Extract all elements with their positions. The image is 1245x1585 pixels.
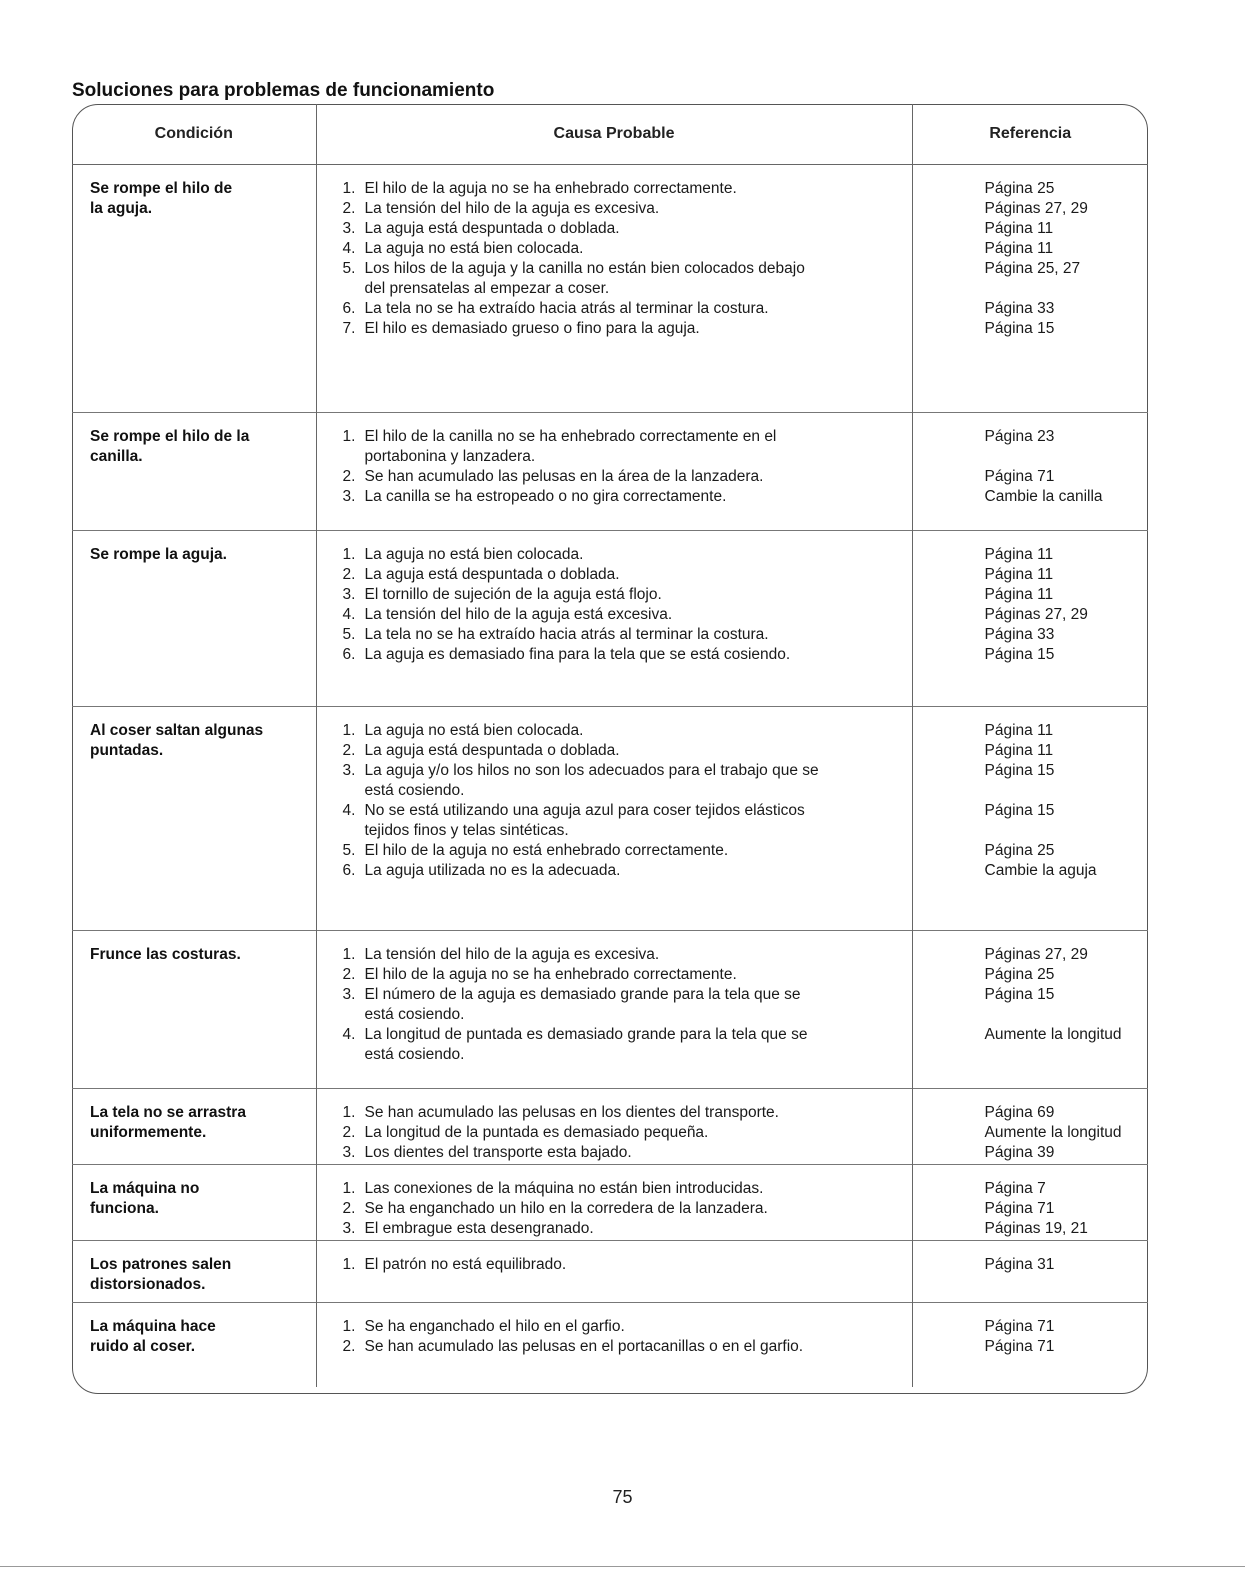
table-row [72, 1089, 1148, 1165]
table-row [72, 931, 1148, 1089]
column-header-reference: Referencia [912, 104, 1148, 165]
condition-text: distorsionados. [90, 1276, 206, 1293]
cause-line [343, 219, 902, 239]
cause-text: Se ha enganchado el hilo en el garfio. [364, 1318, 625, 1335]
reference-text: Página 31 [984, 1256, 1055, 1273]
reference-text: Página 71 [984, 1338, 1055, 1355]
cause-cell [316, 1241, 912, 1303]
condition-text: puntadas. [90, 742, 164, 759]
cause-line [343, 645, 902, 665]
cause-line [343, 179, 902, 199]
reference-cell [912, 1303, 1148, 1387]
cause-line [343, 467, 902, 487]
cause-number: 1. [342, 428, 356, 445]
reference-text: Página 15 [984, 762, 1055, 779]
condition-text: canilla. [90, 448, 143, 465]
cause-line [343, 1025, 902, 1045]
cause-line [343, 781, 902, 801]
cause-cell [316, 165, 912, 413]
condition-cell [72, 413, 316, 531]
condition-text: La tela no se arrastra [90, 1104, 246, 1121]
cause-number: 4. [342, 802, 356, 819]
cause-text: La tensión del hilo de la aguja es excesiva. [364, 200, 660, 217]
cause-number: 2. [342, 742, 356, 759]
cause-line [343, 1317, 902, 1337]
cause-number: 1. [342, 180, 356, 197]
cause-line [343, 279, 902, 299]
reference-cell [912, 707, 1148, 931]
cause-number: 5. [342, 842, 356, 859]
reference-text: Página 71 [984, 1318, 1055, 1335]
reference-text [985, 781, 1145, 801]
reference-text: Página 69 [984, 1104, 1055, 1121]
cause-text: La aguja no está bien colocada. [364, 546, 584, 563]
column-header-condition: Condición [72, 104, 316, 165]
reference-text: Páginas 27, 29 [984, 200, 1088, 217]
cause-cell [316, 531, 912, 707]
cause-text: El hilo de la aguja no se ha enhebrado correctamente. [364, 180, 737, 197]
reference-text: Página 23 [984, 428, 1055, 445]
cause-line [343, 945, 902, 965]
condition-text: Se rompe la aguja. [90, 546, 227, 563]
condition-text: La máquina hace [90, 1318, 216, 1335]
cause-line [343, 447, 902, 467]
reference-text [985, 1005, 1145, 1025]
reference-text: Aumente la longitud [984, 1026, 1122, 1043]
cause-line [343, 199, 902, 219]
cause-cell [316, 1303, 912, 1387]
cause-line [343, 1199, 902, 1219]
cause-line [343, 741, 902, 761]
reference-text: Páginas 19, 21 [984, 1220, 1088, 1237]
condition-text: Al coser saltan algunas [90, 722, 264, 739]
cause-line [343, 319, 902, 339]
reference-text: Página 33 [984, 626, 1055, 643]
reference-cell [912, 1241, 1148, 1303]
cause-text: El patrón no está equilibrado. [364, 1256, 567, 1273]
reference-text: Página 15 [984, 802, 1055, 819]
cause-text: La aguja es demasiado fina para la tela que se está cosiendo. [364, 646, 791, 663]
cause-line [343, 1255, 902, 1275]
cause-line [343, 985, 902, 1005]
reference-cell [912, 1165, 1148, 1241]
cause-number: 1. [342, 1256, 356, 1273]
cause-line [343, 861, 902, 881]
cause-text: Se han acumulado las pelusas en los dientes del transporte. [364, 1104, 779, 1121]
cause-text: La aguja utilizada no es la adecuada. [364, 862, 621, 879]
reference-cell [912, 165, 1148, 413]
cause-text: está cosiendo. [364, 782, 465, 799]
cause-line [343, 1143, 902, 1163]
reference-cell [912, 531, 1148, 707]
table-row [72, 1241, 1148, 1303]
condition-cell [72, 165, 316, 413]
condition-text: funciona. [90, 1200, 159, 1217]
reference-text: Página 71 [984, 1200, 1055, 1217]
cause-number: 2. [342, 200, 356, 217]
cause-number: 4. [342, 606, 356, 623]
cause-number: 2. [342, 566, 356, 583]
cause-number: 3. [342, 986, 356, 1003]
cause-line [343, 625, 902, 645]
reference-text: Páginas 27, 29 [984, 606, 1088, 623]
cause-text: Los dientes del transporte esta bajado. [364, 1144, 632, 1161]
cause-text: El número de la aguja es demasiado grande para la tela que se [364, 986, 801, 1003]
reference-text [985, 447, 1145, 467]
cause-line [343, 965, 902, 985]
cause-line [343, 1045, 902, 1065]
cause-line [343, 585, 902, 605]
cause-number: 6. [342, 646, 356, 663]
reference-text [985, 821, 1145, 841]
cause-text: El hilo es demasiado grueso o fino para la aguja. [364, 320, 700, 337]
reference-text: Página 15 [984, 320, 1055, 337]
reference-text: Página 11 [984, 240, 1054, 257]
cause-number: 3. [342, 586, 356, 603]
reference-text [985, 279, 1145, 299]
reference-text: Página 11 [984, 566, 1054, 583]
cause-line [343, 239, 902, 259]
cause-text: Se han acumulado las pelusas en la área de la lanzadera. [364, 468, 764, 485]
cause-number: 2. [342, 1200, 356, 1217]
cause-text: La aguja está despuntada o doblada. [364, 742, 620, 759]
reference-cell [912, 931, 1148, 1089]
cause-text: La tensión del hilo de la aguja es excesiva. [364, 946, 660, 963]
cause-cell [316, 413, 912, 531]
troubleshooting-table [72, 104, 1148, 1387]
page-number: 75 [612, 1487, 633, 1507]
reference-text: Página 25 [984, 842, 1055, 859]
table-row [72, 531, 1148, 707]
condition-cell [72, 707, 316, 931]
reference-text [985, 1045, 1145, 1065]
cause-text: La aguja no está bien colocada. [364, 240, 584, 257]
reference-text: Aumente la longitud [984, 1124, 1122, 1141]
cause-line [343, 801, 902, 821]
reference-text: Página 7 [984, 1180, 1046, 1197]
cause-line [343, 427, 902, 447]
cause-text: Los hilos de la aguja y la canilla no están bien colocados debajo [364, 260, 805, 277]
condition-cell [72, 1241, 316, 1303]
cause-text: La tensión del hilo de la aguja está excesiva. [364, 606, 673, 623]
cause-text: El embrague esta desengranado. [364, 1220, 594, 1237]
table-row [72, 1165, 1148, 1241]
cause-number: 1. [342, 946, 356, 963]
reference-text: Página 11 [984, 742, 1054, 759]
reference-text: Página 15 [984, 646, 1055, 663]
cause-text: está cosiendo. [364, 1046, 465, 1063]
cause-text: del prensatelas al empezar a coser. [364, 280, 610, 297]
reference-text: Página 39 [984, 1144, 1055, 1161]
cause-text: La aguja no está bien colocada. [364, 722, 584, 739]
condition-cell [72, 931, 316, 1089]
cause-text: La tela no se ha extraído hacia atrás al terminar la costura. [364, 626, 769, 643]
cause-line [343, 841, 902, 861]
reference-cell [912, 1089, 1148, 1165]
cause-number: 2. [342, 468, 356, 485]
cause-number: 2. [342, 1338, 356, 1355]
cause-line [343, 1179, 902, 1199]
cause-text: El tornillo de sujeción de la aguja está flojo. [364, 586, 662, 603]
condition-cell [72, 531, 316, 707]
reference-text: Página 33 [984, 300, 1055, 317]
cause-text: La aguja está despuntada o doblada. [364, 220, 620, 237]
reference-text: Página 25 [984, 966, 1055, 983]
reference-text: Página 11 [984, 220, 1054, 237]
cause-cell [316, 931, 912, 1089]
cause-cell [316, 707, 912, 931]
condition-text: Se rompe el hilo de [90, 180, 233, 197]
reference-text: Cambie la canilla [984, 488, 1103, 505]
table-row [72, 1303, 1148, 1387]
cause-line [343, 721, 902, 741]
reference-text: Página 11 [984, 546, 1054, 563]
cause-cell [316, 1165, 912, 1241]
condition-cell [72, 1089, 316, 1165]
cause-text: El hilo de la aguja no se ha enhebrado correctamente. [364, 966, 737, 983]
cause-line [343, 565, 902, 585]
cause-text: La longitud de la puntada es demasiado pequeña. [364, 1124, 709, 1141]
cause-text: Se han acumulado las pelusas en el portacanillas o en el garfio. [364, 1338, 804, 1355]
cause-number: 3. [342, 220, 356, 237]
condition-text: uniformemente. [90, 1124, 207, 1141]
reference-cell [912, 413, 1148, 531]
cause-text: La canilla se ha estropeado o no gira correctamente. [364, 488, 727, 505]
cause-line [343, 259, 902, 279]
cause-text: está cosiendo. [364, 1006, 465, 1023]
condition-text: ruido al coser. [90, 1338, 196, 1355]
bottom-rule [0, 1566, 1245, 1567]
page-title: Soluciones para problemas de funcionamiento [72, 80, 495, 101]
cause-number: 1. [342, 1104, 356, 1121]
cause-line [343, 1123, 902, 1143]
cause-number: 3. [342, 1144, 356, 1161]
cause-number: 2. [342, 1124, 356, 1141]
table-body [72, 165, 1148, 1387]
table-row [72, 707, 1148, 931]
cause-number: 5. [342, 260, 356, 277]
cause-number: 1. [342, 1180, 356, 1197]
cause-text: tejidos finos y telas sintéticas. [364, 822, 569, 839]
condition-cell [72, 1303, 316, 1387]
cause-text: La longitud de puntada es demasiado grande para la tela que se [364, 1026, 808, 1043]
cause-number: 6. [342, 300, 356, 317]
reference-text: Páginas 27, 29 [984, 946, 1088, 963]
cause-line [343, 545, 902, 565]
cause-number: 1. [342, 546, 356, 563]
cause-number: 4. [342, 240, 356, 257]
reference-text: Página 25, 27 [984, 260, 1081, 277]
cause-line [343, 821, 902, 841]
header-row [72, 104, 1148, 165]
reference-text: Página 15 [984, 986, 1055, 1003]
condition-text: Se rompe el hilo de la [90, 428, 250, 445]
condition-cell [72, 1165, 316, 1241]
cause-line [343, 487, 902, 507]
cause-line [343, 1103, 902, 1123]
cause-cell [316, 1089, 912, 1165]
cause-number: 2. [342, 966, 356, 983]
cause-text: La aguja y/o los hilos no son los adecuados para el trabajo que se [364, 762, 819, 779]
cause-line [343, 605, 902, 625]
reference-text: Página 25 [984, 180, 1055, 197]
cause-line [343, 1337, 902, 1357]
condition-text: Frunce las costuras. [90, 946, 241, 963]
cause-text: Se ha enganchado un hilo en la corredera de la lanzadera. [364, 1200, 768, 1217]
cause-line [343, 299, 902, 319]
column-header-cause: Causa Probable [316, 104, 912, 165]
cause-number: 3. [342, 1220, 356, 1237]
condition-text: la aguja. [90, 200, 153, 217]
condition-text: Los patrones salen [90, 1256, 232, 1273]
cause-text: La tela no se ha extraído hacia atrás al terminar la costura. [364, 300, 769, 317]
cause-number: 7. [342, 320, 356, 337]
cause-number: 3. [342, 762, 356, 779]
condition-text: La máquina no [90, 1180, 200, 1197]
reference-text: Página 11 [984, 586, 1054, 603]
reference-text: Cambie la aguja [984, 862, 1097, 879]
cause-text: El hilo de la aguja no está enhebrado correctamente. [364, 842, 729, 859]
cause-number: 3. [342, 488, 356, 505]
cause-number: 1. [342, 1318, 356, 1335]
cause-number: 4. [342, 1026, 356, 1043]
reference-text: Página 11 [984, 722, 1054, 739]
cause-text: La aguja está despuntada o doblada. [364, 566, 620, 583]
cause-number: 6. [342, 862, 356, 879]
cause-text: El hilo de la canilla no se ha enhebrado correctamente en el [364, 428, 777, 445]
cause-number: 1. [342, 722, 356, 739]
table-row [72, 165, 1148, 413]
cause-text: portabonina y lanzadera. [364, 448, 536, 465]
cause-line [343, 1219, 902, 1239]
reference-text: Página 71 [984, 468, 1055, 485]
cause-number: 5. [342, 626, 356, 643]
cause-text: Las conexiones de la máquina no están bien introducidas. [364, 1180, 764, 1197]
cause-line [343, 1005, 902, 1025]
cause-text: No se está utilizando una aguja azul para coser tejidos elásticos [364, 802, 805, 819]
table-row [72, 413, 1148, 531]
cause-line [343, 761, 902, 781]
